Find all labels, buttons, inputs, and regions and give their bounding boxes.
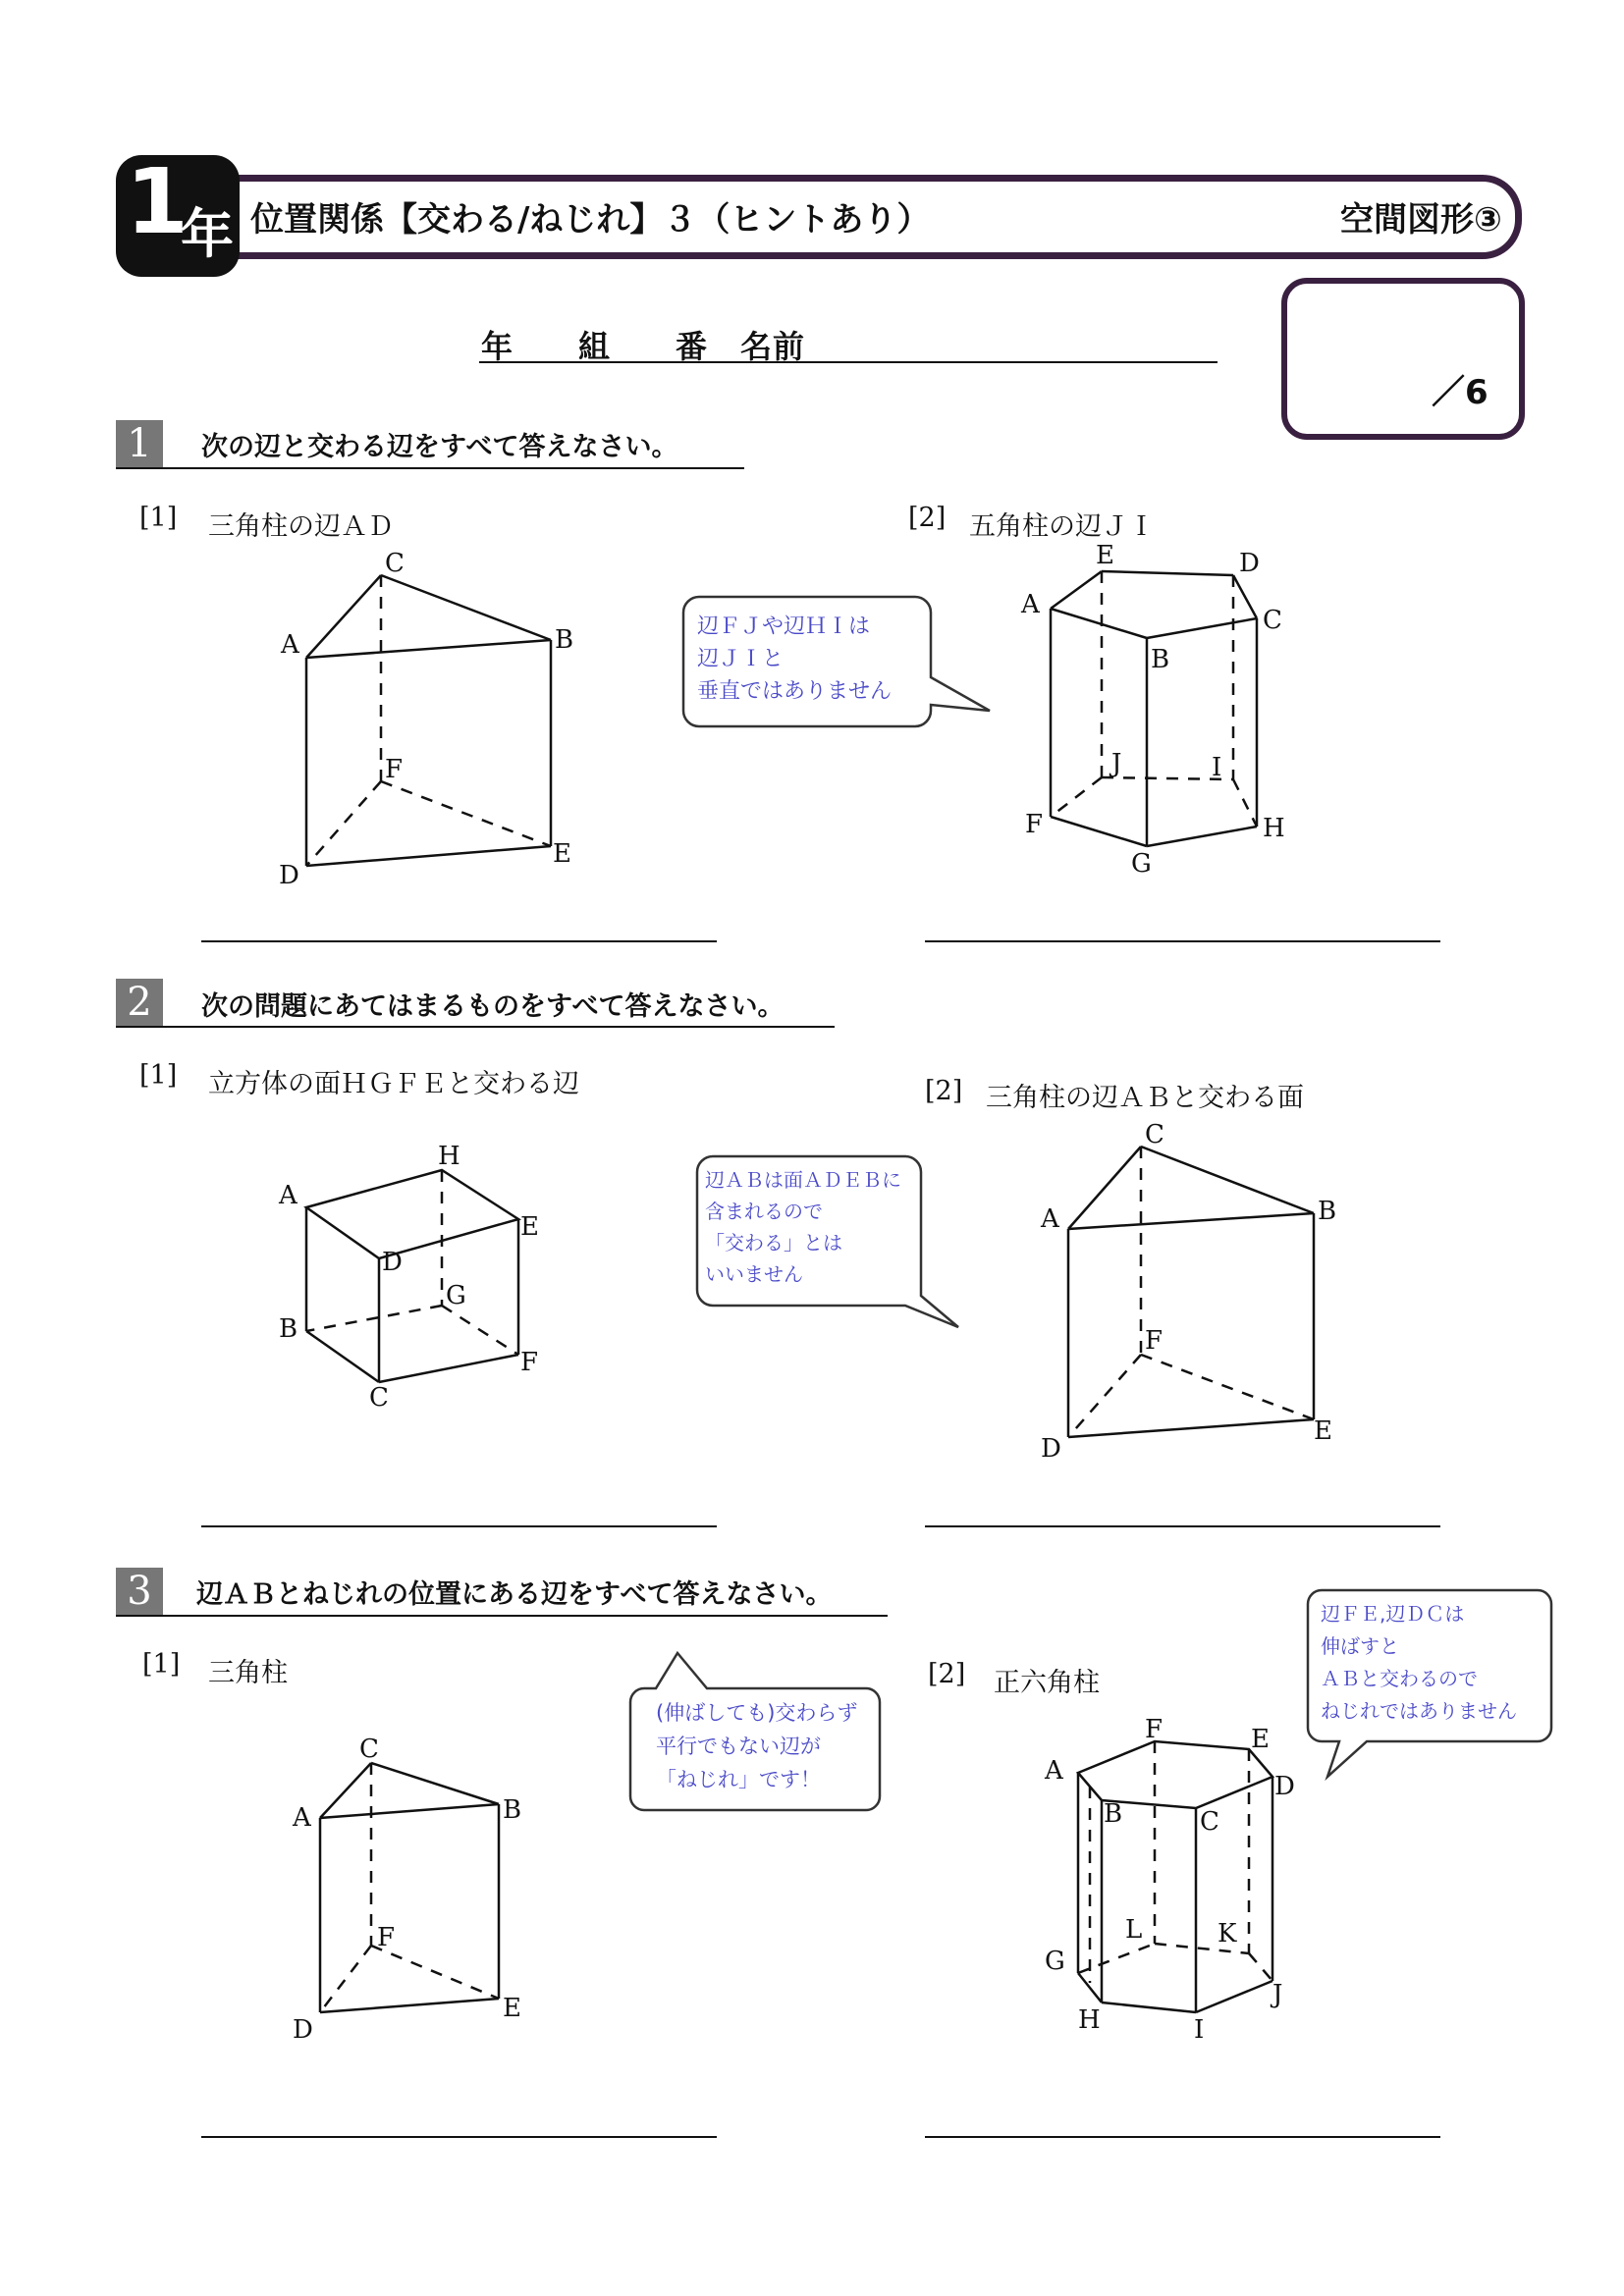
vertex-label-E: E (520, 1212, 539, 1242)
answer-line-3-1[interactable] (201, 2136, 717, 2138)
vertex-label-A: A (281, 630, 299, 660)
q2-2-text: 三角柱の辺ＡＢと交わる面 (986, 1083, 1304, 1113)
vertex-label-C: C (1145, 1120, 1164, 1149)
vertex-label-E: E (553, 839, 571, 869)
q1-1-number: [1] (139, 503, 178, 533)
vertex-label-C: C (369, 1383, 389, 1413)
vertex-label-E: E (503, 1994, 521, 2023)
vertex-label-E: E (1096, 541, 1114, 570)
q3-1-number: [1] (142, 1649, 181, 1680)
grade-kanji: 年 (181, 203, 234, 265)
vertex-label-G: G (1131, 849, 1152, 879)
vertex-label-B: B (279, 1314, 298, 1344)
section-1-number: 1 (116, 420, 163, 467)
vertex-label-A: A (1041, 1204, 1059, 1234)
vertex-label-B: B (503, 1795, 522, 1825)
q3-2-text: 正六角柱 (994, 1668, 1100, 1698)
name-line-label: 年 組 番 名前 (481, 328, 806, 365)
vertex-label-B: B (1104, 1799, 1123, 1829)
vertex-label-J: J (1272, 1980, 1283, 2009)
vertex-label-A: A (293, 1803, 311, 1833)
vertex-label-B: B (1151, 645, 1170, 674)
vertex-label-F: F (1025, 810, 1044, 839)
vertex-label-H: H (1263, 814, 1285, 843)
q2-2-number: [2] (925, 1076, 963, 1106)
q1-2-number: [2] (908, 503, 947, 533)
vertex-label-G: G (446, 1281, 466, 1310)
vertex-label-D: D (1239, 549, 1260, 578)
vertex-label-J: J (1111, 749, 1122, 778)
vertex-label-D: D (293, 2015, 313, 2045)
section-1-title: 次の辺と交わる辺をすべて答えなさい。 (201, 432, 678, 462)
vertex-label-A: A (1045, 1756, 1063, 1786)
vertex-label-B: B (555, 625, 574, 655)
vertex-label-F: F (520, 1348, 539, 1377)
vertex-label-E: E (1314, 1416, 1332, 1446)
hint-3-text: (伸ばしても)交わらず 平行でもない辺が 「ねじれ」です！ (656, 1701, 858, 1791)
hint-2-text: 辺ＡＢは面ＡＤＥＢに 含まれるので 「交わる」とは いいません (705, 1168, 901, 1286)
section-3-number: 3 (116, 1568, 163, 1615)
section-2-number: 2 (116, 979, 163, 1026)
vertex-label-A: A (1021, 590, 1040, 619)
vertex-label-F: F (385, 755, 404, 784)
vertex-label-F: F (377, 1923, 396, 1952)
page-title: 位置関係【交わる/ねじれ】３（ヒントあり） (250, 200, 931, 240)
vertex-label-E: E (1251, 1725, 1270, 1754)
hint-1-text: 辺ＦＪや辺ＨＩは 辺ＪＩと 垂直ではありません (697, 614, 893, 704)
q3-1-text: 三角柱 (208, 1658, 288, 1688)
unit-label: 空間図形③ (1340, 200, 1502, 240)
section-3-title: 辺ＡＢとねじれの位置にある辺をすべて答えなさい。 (196, 1579, 833, 1610)
q1-2-text: 五角柱の辺ＪＩ (969, 511, 1155, 542)
vertex-label-L: L (1125, 1915, 1143, 1945)
vertex-label-K: K (1218, 1919, 1237, 1949)
hint-4-text: 辺ＦＥ,辺ＤＣは 伸ばすと ＡＢと交わるので ねじれではありません (1321, 1602, 1517, 1723)
vertex-label-C: C (1263, 606, 1282, 635)
q3-2-number: [2] (928, 1659, 966, 1689)
vertex-label-I: I (1194, 2015, 1205, 2045)
score-total: ／6 (1432, 373, 1489, 412)
answer-line-3-2[interactable] (925, 2136, 1440, 2138)
vertex-label-D: D (382, 1248, 403, 1277)
q2-1-text: 立方体の面ＨＧＦＥと交わる辺 (208, 1069, 579, 1099)
vertex-label-C: C (359, 1735, 379, 1764)
vertex-label-I: I (1212, 753, 1222, 782)
vertex-label-A: A (279, 1181, 298, 1210)
vertex-label-D: D (1274, 1772, 1295, 1801)
vertex-label-H: H (1078, 2005, 1101, 2035)
vertex-label-H: H (438, 1142, 460, 1171)
grade-number: 1 (126, 149, 189, 254)
vertex-label-C: C (385, 549, 405, 578)
vertex-label-D: D (1041, 1434, 1061, 1464)
vertex-label-C: C (1200, 1807, 1219, 1837)
q1-1-text: 三角柱の辺ＡＤ (208, 511, 394, 542)
vertex-label-F: F (1145, 1326, 1164, 1356)
vertex-label-G: G (1045, 1947, 1065, 1976)
vertex-label-B: B (1318, 1197, 1337, 1226)
vertex-label-F: F (1145, 1715, 1164, 1744)
vertex-label-D: D (279, 861, 299, 890)
section-2-title: 次の問題にあてはまるものをすべて答えなさい。 (201, 991, 785, 1022)
q2-1-number: [1] (139, 1060, 178, 1091)
